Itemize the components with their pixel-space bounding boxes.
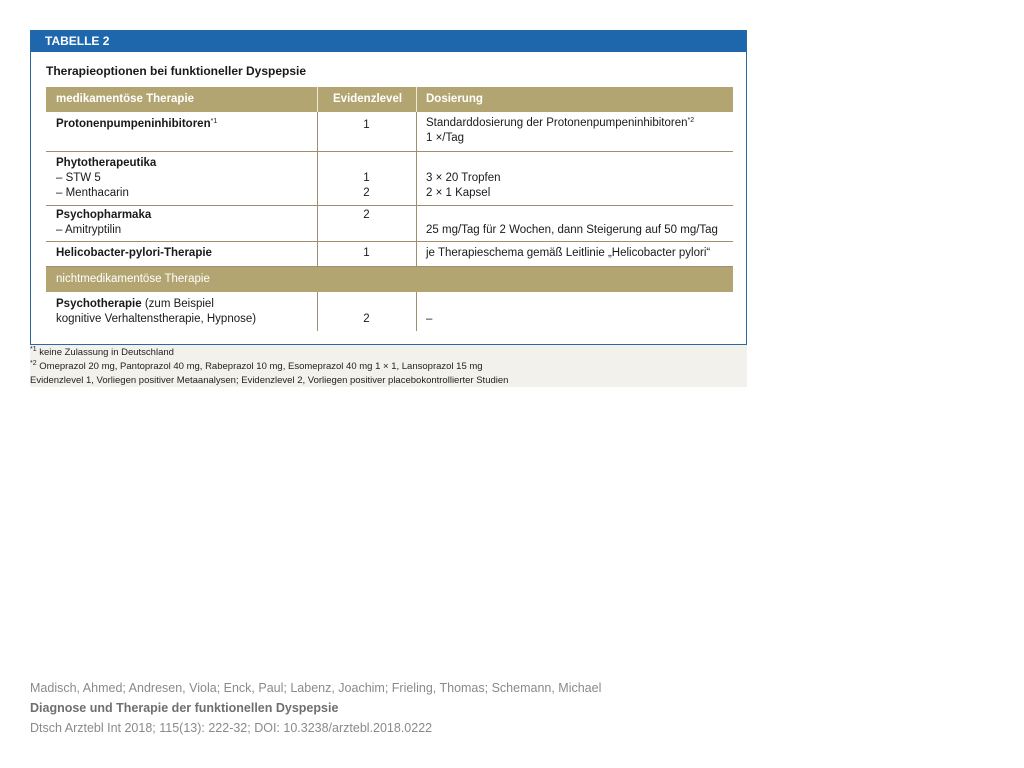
cell-hp-dose: je Therapieschema gemäß Leitlinie „Helicobacter pylori“: [426, 247, 711, 259]
table-card: [30, 30, 747, 345]
table-title: Therapieoptionen bei funktioneller Dyspepsie: [46, 64, 307, 78]
col-header-evidence: Evidenzlevel: [333, 93, 403, 105]
cell-phyto-name: Phytotherapeutika – STW 5 – Menthacarin: [56, 157, 157, 199]
table-row-psychopharmaka: [46, 205, 733, 242]
cell-hp-level: 1: [363, 247, 370, 259]
footnote-3: Evidenzlevel 1, Vorliegen positiver Metaanalysen; Evidenzlevel 2, Vorliegen positiver placebokontrollierter Studien: [30, 375, 509, 386]
col-header-therapy: medikamentöse Therapie: [56, 93, 195, 105]
cell-psycho-level: 2: [363, 209, 370, 221]
table-row-psychotherapy: [46, 292, 733, 331]
column-divider: [416, 87, 417, 112]
footnote-2: $^{*2}$ Omeprazol 20 mg, Pantoprazol 40 mg, Rabeprazol 10 mg, Esomeprazol 40 mg 1 × 1, Lansoprazol 15 mg: [30, 360, 483, 372]
cell-psychotherapy-level: 2: [363, 313, 370, 325]
footnote-1: $^{*1}$ keine Zulassung in Deutschland: [30, 346, 174, 358]
table-row-phyto: [46, 151, 733, 206]
table-row-hp: [46, 241, 733, 267]
cell-psycho-name: Psychopharmaka – Amitryptilin: [56, 209, 152, 236]
table-label: TABELLE 2: [31, 31, 746, 52]
citation-source: Dtsch Arztebl Int 2018; 115(13): 222-32; DOI: 10.3238/arztebl.2018.0222: [30, 721, 433, 735]
cell-phyto-level: 1 2: [363, 172, 370, 199]
table-figure: [30, 30, 747, 387]
cell-ppi-name: Protonenpumpeninhibitoren$^{*1}$: [56, 118, 218, 130]
section-band-nonmed: [46, 267, 733, 292]
cell-psychotherapy-name: Psychotherapie (zum Beispiel kognitive Verhaltenstherapie, Hypnose): [56, 298, 257, 325]
table-row-ppi: [46, 112, 733, 152]
citation-authors: Madisch, Ahmed; Andresen, Viola; Enck, Paul; Labenz, Joachim; Frieling, Thomas; Schemann, Michael: [30, 681, 602, 695]
column-divider: [317, 112, 318, 267]
citation-title: Diagnose und Therapie der funktionellen Dyspepsie: [30, 701, 339, 715]
therapy-table: [46, 87, 733, 332]
column-divider: [416, 112, 417, 267]
column-divider: [416, 292, 417, 331]
table-footnotes: [30, 346, 508, 388]
citation: [30, 678, 601, 738]
cell-psycho-dose: 25 mg/Tag für 2 Wochen, dann Steigerung auf 50 mg/Tag: [426, 224, 718, 236]
cell-hp-name: Helicobacter-pylori-Therapie: [56, 247, 212, 259]
column-divider: [317, 87, 318, 112]
table-header-row: [46, 87, 733, 112]
cell-psychotherapy-dose: –: [426, 313, 433, 325]
cell-ppi-dose: Standarddosierung der Protonenpumpeninhibitoren$^{*2}$ 1 ×/Tag: [426, 117, 695, 144]
col-header-dosage: Dosierung: [426, 93, 483, 105]
column-divider: [317, 292, 318, 331]
section-label-nonmed: nichtmedikamentöse Therapie: [56, 273, 210, 285]
cell-phyto-dose: 3 × 20 Tropfen 2 × 1 Kapsel: [426, 172, 501, 199]
cell-ppi-level: 1: [363, 119, 370, 131]
